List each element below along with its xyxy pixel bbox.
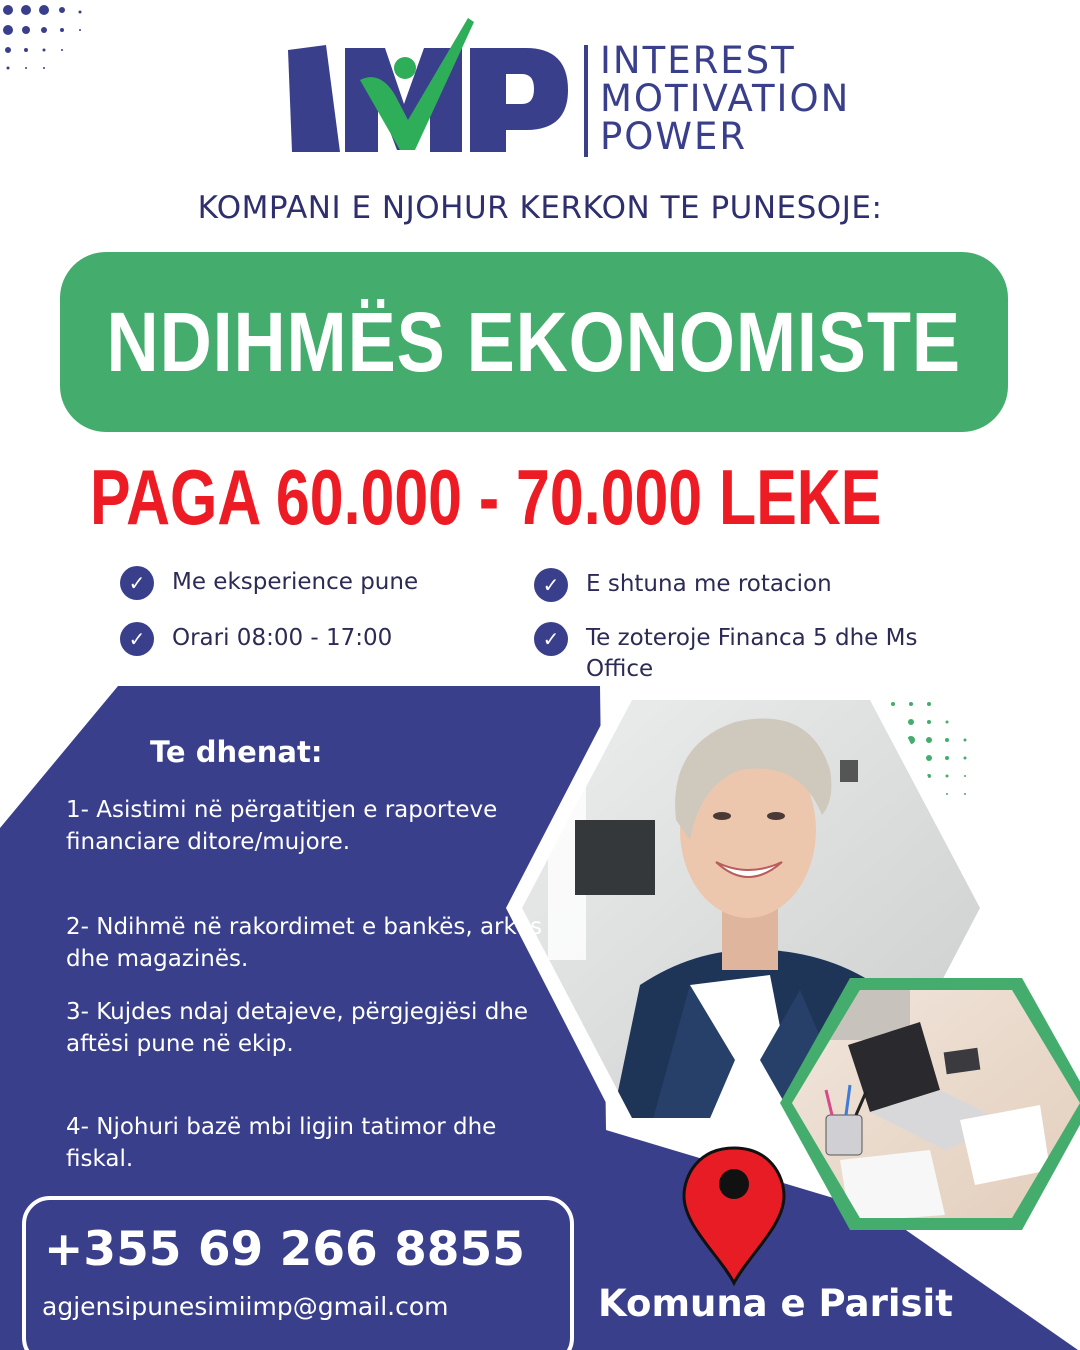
location-text: Komuna e Parisit bbox=[598, 1282, 953, 1325]
job-title: NDIHMËS EKONOMISTE bbox=[106, 294, 962, 389]
check-circle-icon: ✓ bbox=[534, 568, 568, 602]
details-title: Te dhenat: bbox=[150, 735, 323, 769]
requirement-item bbox=[534, 622, 954, 685]
detail-item: 3- Kujdes ndaj detajeve, përgjegjësi dhe aftësi pune në ekip. bbox=[66, 999, 529, 1057]
check-circle-icon: ✓ bbox=[120, 566, 154, 600]
requirement-item bbox=[120, 622, 392, 656]
tagline-line-3: POWER bbox=[600, 115, 748, 158]
requirement-item bbox=[534, 568, 832, 602]
requirement-text: Orari 08:00 - 17:00 bbox=[172, 625, 393, 651]
decorative-dots-top bbox=[3, 5, 82, 70]
salary-text: PAGA 60.000 - 70.000 LEKE bbox=[90, 453, 882, 541]
tagline-line-2: MOTIVATION bbox=[600, 77, 851, 120]
detail-item: 4- Njohuri bazë mbi ligjin tatimor dhe fiskal. bbox=[66, 1114, 497, 1172]
imp-logo-mark bbox=[288, 18, 588, 157]
logo-tagline bbox=[600, 39, 851, 158]
requirement-text: Te zoteroje Financa 5 dhe Ms Office bbox=[586, 625, 918, 682]
job-title-banner bbox=[60, 252, 1008, 432]
detail-item: 2- Ndihmë në rakordimet e bankës, arkës dhe magazinës. bbox=[66, 914, 543, 972]
requirement-item bbox=[120, 566, 418, 600]
tagline-line-1: INTEREST bbox=[600, 39, 796, 82]
email-address[interactable]: agjensipunesimiimp@gmail.com bbox=[42, 1292, 449, 1321]
phone-number[interactable]: +355 69 266 8855 bbox=[44, 1222, 525, 1277]
requirement-text: E shtuna me rotacion bbox=[586, 571, 832, 597]
requirement-text: Me eksperience pune bbox=[172, 569, 419, 595]
company-subtitle: KOMPANI E NJOHUR KERKON TE PUNESOJE: bbox=[197, 190, 883, 226]
detail-item: 1- Asistimi në përgatitjen e raporteve financiare ditore/mujore. bbox=[66, 797, 498, 855]
check-circle-icon: ✓ bbox=[120, 622, 154, 656]
check-circle-icon: ✓ bbox=[534, 622, 568, 656]
